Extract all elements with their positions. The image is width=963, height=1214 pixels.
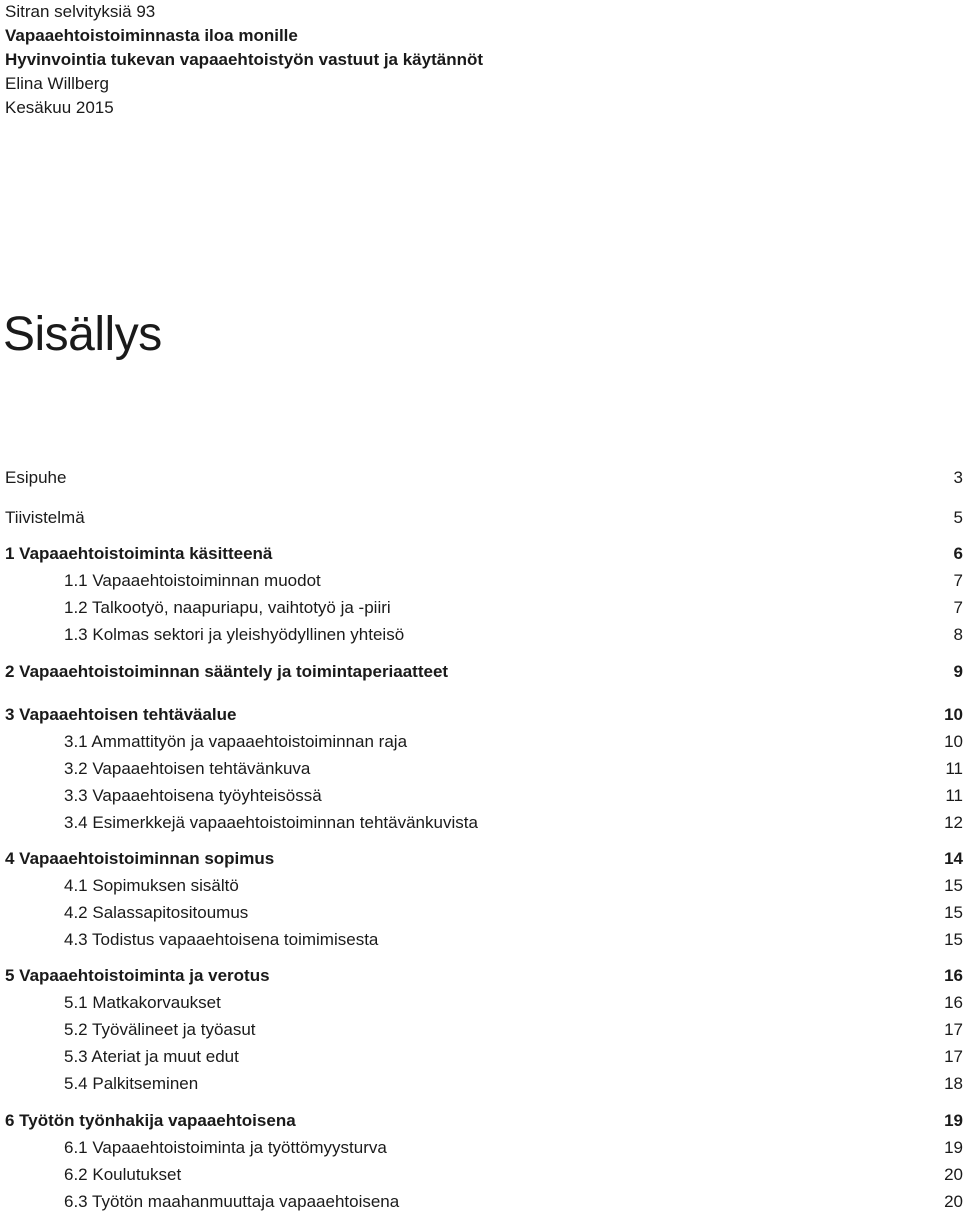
toc-entry-label: 5.4 Palkitseminen: [64, 1074, 199, 1093]
toc-entry-label: 5 Vapaaehtoistoiminta ja verotus: [5, 966, 270, 985]
toc-entry-label: 6.1 Vapaaehtoistoiminta ja työttömyysturva: [64, 1138, 387, 1157]
toc-section-6-3[interactable]: [64, 1190, 963, 1214]
toc-entry-label: 3.1 Ammattityön ja vapaaehtoistoiminnan raja: [64, 732, 408, 751]
toc-chapter-1[interactable]: [5, 542, 963, 566]
toc-entry-page: 11: [945, 786, 963, 805]
toc-entry-label: Esipuhe: [5, 468, 67, 487]
toc-heading: Sisällys: [3, 308, 162, 361]
toc-entry-preface[interactable]: [5, 466, 963, 490]
toc-entry-label: 3.3 Vapaaehtoisena työyhteisössä: [64, 786, 322, 805]
toc-entry-page: 10: [944, 732, 963, 751]
toc-entry-page: 12: [944, 813, 963, 832]
toc-chapter-6[interactable]: [5, 1109, 963, 1133]
toc-entry-label: 5.1 Matkakorvaukset: [64, 993, 221, 1012]
toc-entry-label: 1.1 Vapaaehtoistoiminnan muodot: [64, 571, 321, 590]
toc-section-1-3[interactable]: [64, 623, 963, 647]
toc-entry-label: 6.3 Työtön maahanmuuttaja vapaaehtoisena: [64, 1192, 400, 1211]
toc-section-1-1[interactable]: [64, 569, 963, 593]
toc-section-3-1[interactable]: [64, 730, 963, 754]
series-name: Sitran selvityksiä 93: [5, 2, 156, 21]
toc-entry-page: 5: [953, 508, 963, 527]
toc-entry-page: 3: [953, 468, 963, 487]
toc-entry-page: 18: [944, 1074, 963, 1093]
toc-entry-label: 1.2 Talkootyö, naapuriapu, vaihtotyö ja -piiri: [64, 598, 391, 617]
toc-section-5-4[interactable]: [64, 1072, 963, 1096]
toc-section-4-3[interactable]: [64, 928, 963, 952]
toc-entry-label: 6 Työtön työnhakija vapaaehtoisena: [5, 1111, 296, 1130]
toc-entry-label: 2 Vapaaehtoistoiminnan sääntely ja toimintaperiaatteet: [5, 662, 449, 681]
toc-entry-label: 1.3 Kolmas sektori ja yleishyödyllinen yhteisö: [64, 625, 405, 644]
toc-entry-page: 10: [944, 705, 963, 724]
toc-entry-page: 15: [944, 903, 963, 922]
toc-entry-page: 14: [944, 849, 963, 868]
toc-chapter-3[interactable]: [5, 703, 963, 727]
toc-entry-label: 3.2 Vapaaehtoisen tehtävänkuva: [64, 759, 311, 778]
toc-entry-label: 5.3 Ateriat ja muut edut: [64, 1047, 239, 1066]
toc-entry-label: 5.2 Työvälineet ja työasut: [64, 1020, 256, 1039]
toc-entry-page: 17: [944, 1047, 963, 1066]
toc-section-6-1[interactable]: [64, 1136, 963, 1160]
toc-entry-page: 15: [944, 876, 963, 895]
toc-entry-page: 7: [953, 598, 963, 617]
toc-section-1-2[interactable]: [64, 596, 963, 620]
author: Elina Willberg: [5, 74, 109, 93]
toc-entry-page: 15: [944, 930, 963, 949]
document-title: Vapaaehtoistoiminnasta iloa monille: [5, 26, 298, 45]
toc-entry-label: 1 Vapaaehtoistoiminta käsitteenä: [5, 544, 273, 563]
toc-entry-page: 16: [944, 966, 963, 985]
toc-entry-page: 17: [944, 1020, 963, 1039]
toc-entry-label: 4.1 Sopimuksen sisältö: [64, 876, 239, 895]
toc-entry-page: 6: [953, 544, 963, 563]
toc-section-5-3[interactable]: [64, 1045, 963, 1069]
toc-entry-label: 4.3 Todistus vapaaehtoisena toimimisesta: [64, 930, 379, 949]
toc-entry-page: 19: [944, 1111, 963, 1130]
toc-entry-summary[interactable]: [5, 506, 963, 530]
publication-date: Kesäkuu 2015: [5, 98, 114, 117]
toc-entry-page: 19: [944, 1138, 963, 1157]
toc-entry-page: 20: [944, 1192, 963, 1211]
toc-entry-label: 4.2 Salassapitositoumus: [64, 903, 249, 922]
toc-entry-label: 3.4 Esimerkkejä vapaaehtoistoiminnan tehtävänkuvista: [64, 813, 478, 832]
toc-section-3-2[interactable]: [64, 757, 963, 781]
toc-section-5-1[interactable]: [64, 991, 963, 1015]
toc-entry-page: 16: [944, 993, 963, 1012]
toc-entry-page: 7: [953, 571, 963, 590]
toc-section-5-2[interactable]: [64, 1018, 963, 1042]
toc-section-4-1[interactable]: [64, 874, 963, 898]
toc-entry-label: 6.2 Koulutukset: [64, 1165, 182, 1184]
toc-entry-page: 20: [944, 1165, 963, 1184]
toc-section-6-2[interactable]: [64, 1163, 963, 1187]
toc-entry-page: 11: [945, 759, 963, 778]
document-subtitle: Hyvinvointia tukevan vapaaehtoistyön vastuut ja käytännöt: [5, 50, 484, 69]
toc-chapter-5[interactable]: [5, 964, 963, 988]
toc-chapter-2[interactable]: [5, 660, 963, 684]
toc-section-3-3[interactable]: [64, 784, 963, 808]
toc-chapter-4[interactable]: [5, 847, 963, 871]
toc-entry-label: 4 Vapaaehtoistoiminnan sopimus: [5, 849, 275, 868]
toc-section-3-4[interactable]: [64, 811, 963, 835]
toc-entry-label: Tiivistelmä: [5, 508, 85, 527]
toc-entry-label: 3 Vapaaehtoisen tehtäväalue: [5, 705, 237, 724]
toc-entry-page: 9: [953, 662, 963, 681]
toc-entry-page: 8: [953, 625, 963, 644]
toc-section-4-2[interactable]: [64, 901, 963, 925]
